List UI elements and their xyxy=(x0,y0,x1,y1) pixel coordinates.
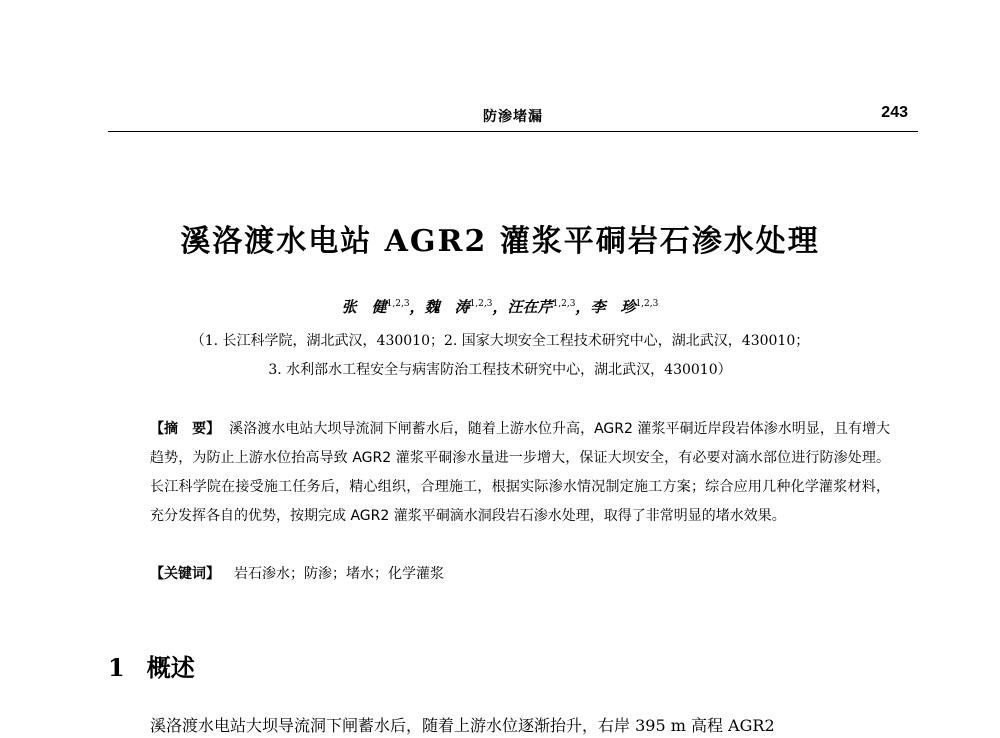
author-affiliation-mark: 1,2,3 xyxy=(469,299,493,309)
section-title: 概述 xyxy=(146,653,195,682)
author-name: 张 健 xyxy=(341,298,387,316)
author-separator: ， xyxy=(575,298,591,316)
author-list xyxy=(0,296,1000,317)
header-rule xyxy=(108,131,918,132)
author-affiliation-mark: 1,2,3 xyxy=(552,299,576,309)
abstract-body xyxy=(150,415,890,531)
abstract xyxy=(150,415,890,531)
body-paragraph: 溪洛渡水电站大坝导流洞下闸蓄水后，随着上游水位逐渐抬升，右岸 395 m 高程 AGR2 xyxy=(150,716,775,735)
author-separator: ， xyxy=(409,298,425,316)
abstract-text: 溪洛渡水电站大坝导流洞下闸蓄水后，随着上游水位升高，AGR2 灌浆平硐近岸段岩体渗水明显，且有增大趋势，为防止上游水位抬高导致 AGR2 灌浆平硐渗水量进一步增大，保证大坝安全，有必要对滴水部位进行防渗处理。长江科学院在接受施工任务后，精心组织，合理施工，根据实际渗水情况制定施工方案；综合应用几种化学灌浆材料，充分发挥各自的优势，按期完成 AGR2 灌浆平硐滴水洞段岩石渗水处理，取得了非常明显的堵水效果。 xyxy=(150,421,891,524)
running-header xyxy=(108,106,918,128)
author-affiliation-mark: 1,2,3 xyxy=(635,299,659,309)
author-separator: ， xyxy=(492,298,508,316)
keywords-label: 【关键词】 xyxy=(150,566,220,582)
affiliation-line: 3. 水利部水工程安全与病害防治工程技术研究中心，湖北武汉，430010） xyxy=(268,362,732,378)
section-number: 1 xyxy=(108,653,125,682)
keywords xyxy=(150,563,890,583)
author-name: 汪在芹 xyxy=(507,298,553,316)
keywords-text: 岩石渗水；防渗；堵水；化学灌浆 xyxy=(234,566,444,582)
author-name: 李 珍 xyxy=(590,298,636,316)
section-heading xyxy=(108,648,195,683)
paper-title: 溪洛渡水电站 AGR2 灌浆平硐岩石渗水处理 xyxy=(180,224,820,259)
page-number: 243 xyxy=(881,104,908,121)
author-name: 魏 涛 xyxy=(424,298,470,316)
author-affiliation-mark: 1,2,3 xyxy=(386,299,410,309)
affiliation-line: （1. 长江科学院，湖北武汉，430010；2. 国家大坝安全工程技术研究中心，湖北武汉，430010； xyxy=(190,333,810,349)
abstract-label: 【摘 要】 xyxy=(150,421,221,437)
running-title: 防渗堵漏 xyxy=(483,109,543,125)
